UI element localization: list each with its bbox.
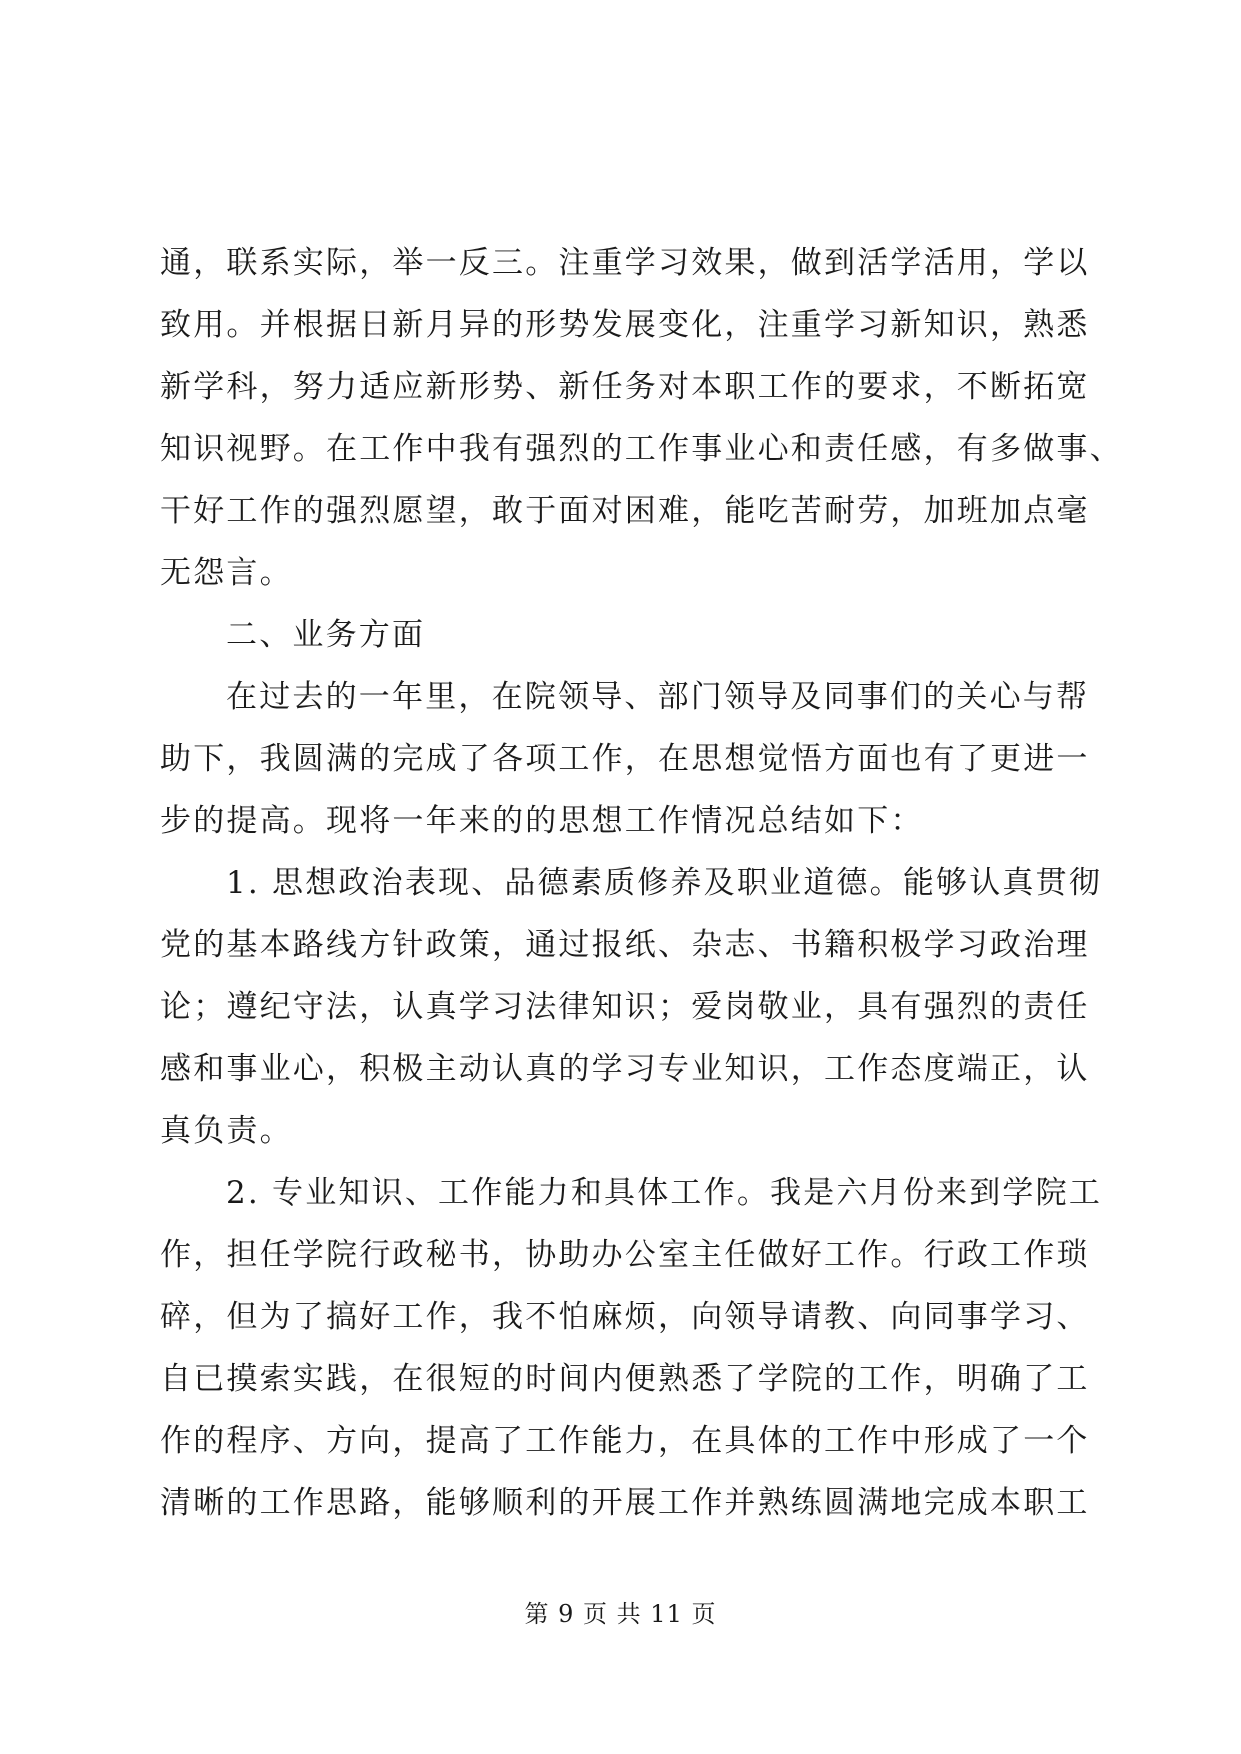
text-line: 自已摸索实践，在很短的时间内便熟悉了学院的工作，明确了工 <box>160 1361 1090 1397</box>
body-text <box>160 232 1123 1534</box>
text-line: 通，联系实际，举一反三。注重学习效果，做到活学活用，学以 <box>160 245 1090 281</box>
text-line: 真负责。 <box>160 1113 293 1149</box>
list-item-heading: 1. 思想政治表现、品德素质修养及职业道德。能够认真贯彻 <box>226 865 1103 901</box>
text-line: 无怨言。 <box>160 555 293 591</box>
text-line: 论；遵纪守法，认真学习法律知识；爱岗敬业，具有强烈的责任 <box>160 989 1090 1025</box>
section-heading: 二、业务方面 <box>226 617 426 653</box>
page-number: 第 9 页 共 11 页 <box>524 1600 717 1628</box>
text-line: 清晰的工作思路，能够顺利的开展工作并熟练圆满地完成本职工 <box>160 1485 1090 1521</box>
list-item-heading: 2. 专业知识、工作能力和具体工作。我是六月份来到学院工 <box>226 1175 1103 1211</box>
text-line: 作，担任学院行政秘书，协助办公室主任做好工作。行政工作琐 <box>160 1237 1090 1273</box>
text-line: 党的基本路线方针政策，通过报纸、杂志、书籍积极学习政治理 <box>160 927 1090 963</box>
text-line: 步的提高。现将一年来的的思想工作情况总结如下： <box>160 803 924 839</box>
text-line: 在过去的一年里，在院领导、部门领导及同事们的关心与帮 <box>226 679 1090 715</box>
text-line: 感和事业心，积极主动认真的学习专业知识，工作态度端正，认 <box>160 1051 1090 1087</box>
text-line: 新学科，努力适应新形势、新任务对本职工作的要求，不断拓宽 <box>160 369 1090 405</box>
text-line: 碎，但为了搞好工作，我不怕麻烦，向领导请教、向同事学习、 <box>160 1299 1090 1335</box>
page-footer <box>0 1594 1241 1634</box>
text-line: 致用。并根据日新月异的形势发展变化，注重学习新知识，熟悉 <box>160 307 1090 343</box>
text-line: 作的程序、方向，提高了工作能力，在具体的工作中形成了一个 <box>160 1423 1090 1459</box>
text-line: 助下，我圆满的完成了各项工作，在思想觉悟方面也有了更进一 <box>160 741 1090 777</box>
text-line: 知识视野。在工作中我有强烈的工作事业心和责任感，有多做事、 <box>160 431 1123 467</box>
text-line: 干好工作的强烈愿望，敢于面对困难，能吃苦耐劳，加班加点毫 <box>160 493 1090 529</box>
